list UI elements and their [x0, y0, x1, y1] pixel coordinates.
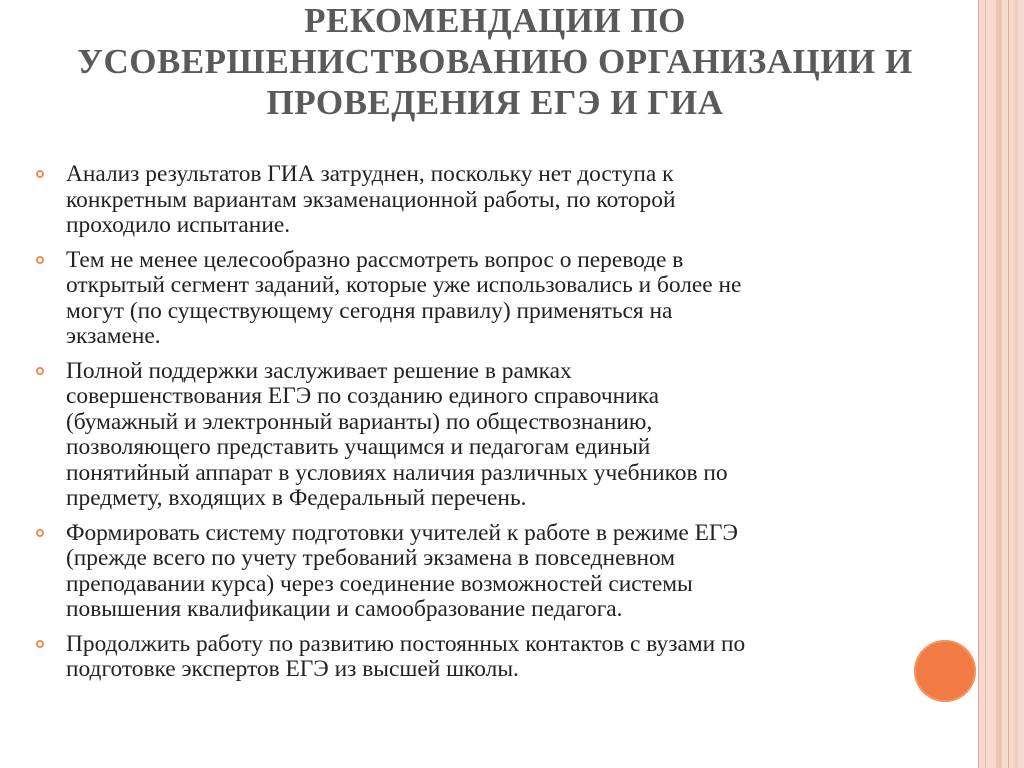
bullet-text-line: Формировать систему подготовки учителей к работе в режиме ЕГЭ — [66, 519, 738, 546]
bullet-text-line: конкретным вариантам экзаменационной работы, по которой — [66, 186, 676, 213]
bullet-text-line: могут (по существующему сегодня правилу) применяться на — [66, 297, 673, 324]
bullet-circle-icon — [36, 367, 44, 375]
bullet-text-line: преподавании курса) через соединение возможностей системы — [66, 570, 693, 597]
bullet-circle-icon — [36, 170, 44, 178]
bullet-text-line: позволяющего представить учащимся и педагогам единый — [66, 434, 651, 460]
bullet-circle-icon — [36, 640, 44, 648]
bullet-item — [34, 632, 954, 683]
slide-title-line: УСОВЕРШЕНИСТВОВАНИЮ ОРГАНИЗАЦИИ И — [77, 42, 913, 81]
bullet-text-line: проходило испытание. — [66, 212, 291, 238]
slide-title — [20, 0, 970, 123]
bullet-text-line: открытый сегмент заданий, которые уже использовались и более не — [66, 272, 742, 298]
bullet-text-line: Полной поддержки заслуживает решение в рамках — [66, 357, 572, 384]
bullet-list — [34, 162, 954, 692]
bullet-text-line: Анализ результатов ГИА затруднен, поскольку нет доступа к — [66, 161, 674, 187]
slide-title-line: РЕКОМЕНДАЦИИ ПО — [304, 1, 686, 40]
side-frame-line — [978, 0, 979, 768]
bullet-text-line: предмету, входящих в Федеральный перечень. — [66, 485, 527, 511]
bullet-text-line: понятийный аппарат в условиях наличия различных учебников по — [66, 459, 728, 486]
bullet-text-line: подготовке экспертов ЕГЭ из высшей школы. — [66, 656, 519, 682]
bullet-text-line: (бумажный и электронный варианты) по обществознанию, — [66, 408, 653, 435]
bullet-item — [34, 521, 954, 623]
orange-circle-decor — [914, 640, 976, 702]
bullet-text-line: повышения квалификации и самообразование педагога. — [66, 596, 623, 622]
side-stripe-line — [1014, 0, 1018, 768]
bullet-circle-icon — [36, 256, 44, 264]
bullet-text-line: совершенствования ЕГЭ по созданию единого справочника — [66, 383, 660, 409]
side-stripe-line — [985, 0, 986, 768]
bullet-item — [34, 162, 954, 239]
bullet-text-line: экзамене. — [66, 323, 161, 349]
side-stripe-line — [996, 0, 1002, 768]
bullet-text-line: Тем не менее целесообразно рассмотреть вопрос о переводе в — [66, 246, 684, 273]
bullet-text-line: Продолжить работу по развитию постоянных контактов с вузами по — [66, 630, 746, 657]
bullet-item — [34, 248, 954, 350]
side-stripe-line — [1008, 0, 1009, 768]
slide-title-line: ПРОВЕДЕНИЯ ЕГЭ И ГИА — [266, 83, 724, 122]
bullet-item — [34, 359, 954, 512]
bullet-circle-icon — [36, 529, 44, 537]
bullet-text-line: (прежде всего по учету требований экзамена в повседневном — [66, 545, 676, 571]
